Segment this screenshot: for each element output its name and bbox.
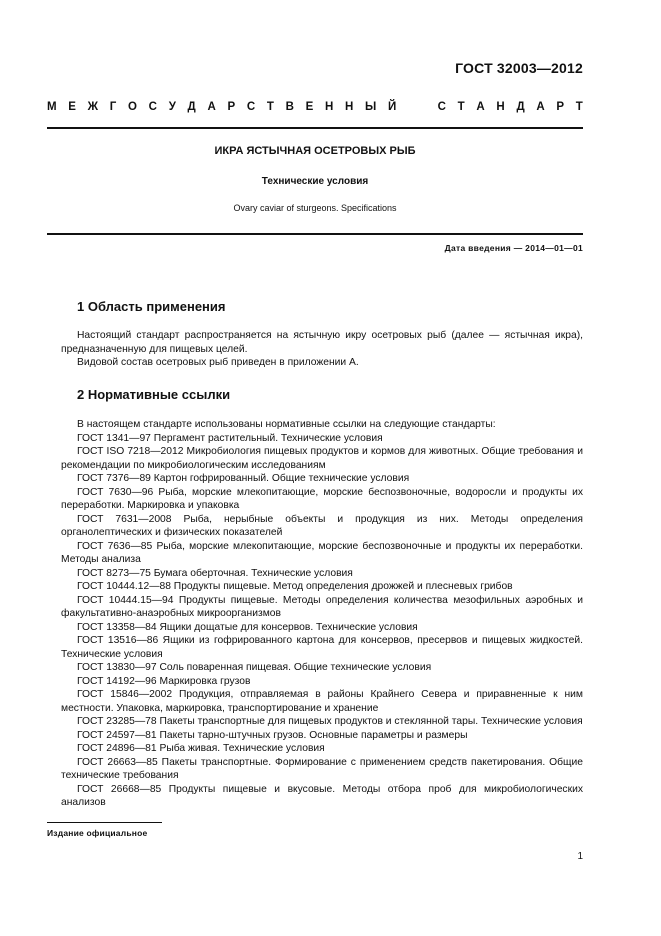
reference-item: ГОСТ 1341—97 Пергамент растительный. Технические условия bbox=[77, 432, 383, 444]
banner-letter: А bbox=[476, 101, 485, 113]
banner-letter: Н bbox=[324, 101, 334, 113]
reference-item: ГОСТ 26668—85 Продукты пищевые и вкусовые. Методы отбора проб для микробиологических анализов bbox=[61, 783, 583, 808]
reference-item: ГОСТ ISO 7218—2012 Микробиология пищевых продуктов и кормов для животных. Общие требования и рекомендации по микробиологическим исследованиям bbox=[61, 446, 583, 471]
banner-letter: Т bbox=[575, 101, 583, 113]
banner-letter: М bbox=[47, 101, 57, 113]
banner-letter: Й bbox=[387, 101, 397, 113]
header-rule bbox=[47, 127, 583, 129]
standard-title: ИКРА ЯСТЫЧНАЯ ОСЕТРОВЫХ РЫБ bbox=[214, 145, 416, 157]
reference-item: ГОСТ 15846—2002 Продукция, отправляемая в районы Крайнего Севера и приравненные к ним местности. Упаковка, маркировка, транспортирование и хранение bbox=[61, 689, 583, 714]
banner-letter: Т bbox=[457, 101, 465, 113]
reference-item: ГОСТ 24597—81 Пакеты тарно-штучных грузов. Основные параметры и размеры bbox=[77, 729, 468, 741]
paragraph: В настоящем стандарте использованы нормативные ссылки на следующие стандарты: bbox=[77, 419, 496, 430]
introduction-date: Дата введения — 2014—01—01 bbox=[444, 243, 583, 253]
reference-item: ГОСТ 10444.15—94 Продукты пищевые. Методы определения количества мезофильных аэробных и факультативно-анаэробных микроорганизмов bbox=[61, 594, 583, 619]
banner-letter: Р bbox=[556, 101, 565, 113]
section-2-body bbox=[61, 418, 583, 810]
reference-item: ГОСТ 7376—89 Картон гофрированный. Общие технические условия bbox=[77, 473, 410, 484]
section-2-heading: 2 Нормативные ссылки bbox=[77, 387, 231, 402]
banner-letter: Ы bbox=[365, 101, 377, 113]
section-1-heading: 1 Область применения bbox=[77, 299, 226, 314]
standard-english-title: Ovary caviar of sturgeons. Specifications bbox=[233, 203, 397, 213]
banner-gap bbox=[408, 101, 426, 113]
interstate-standard-banner bbox=[47, 101, 583, 113]
reference-item: ГОСТ 7636—85 Рыба, морские млекопитающие, морские беспозвоночные и продукты их переработки. Методы анализа bbox=[61, 540, 583, 565]
banner-letter: У bbox=[168, 101, 176, 113]
reference-item: ГОСТ 8273—75 Бумага оберточная. Технические условия bbox=[77, 567, 353, 579]
section-1-body bbox=[61, 329, 583, 370]
reference-item: ГОСТ 13830—97 Соль поваренная пищевая. Общие технические условия bbox=[77, 662, 432, 673]
banner-letter: Д bbox=[516, 101, 525, 113]
banner-letter: Г bbox=[109, 101, 117, 113]
banner-letter: С bbox=[148, 101, 157, 113]
banner-letter: С bbox=[437, 101, 446, 113]
banner-letter: Е bbox=[305, 101, 314, 113]
reference-item: ГОСТ 10444.12—88 Продукты пищевые. Метод определения дрожжей и плесневых грибов bbox=[77, 581, 513, 592]
banner-letter: О bbox=[128, 101, 137, 113]
banner-letter: Р bbox=[227, 101, 236, 113]
title-rule bbox=[47, 233, 583, 235]
reference-item: ГОСТ 7631—2008 Рыба, нерыбные объекты и продукция из них. Методы определения органолептических и физических показателей bbox=[61, 513, 583, 538]
standard-subtitle: Технические условия bbox=[261, 176, 369, 187]
banner-letter: А bbox=[536, 101, 545, 113]
banner-letter: Н bbox=[345, 101, 354, 113]
reference-item: ГОСТ 23285—78 Пакеты транспортные для пищевых продуктов и стеклянной тары. Технические условия bbox=[77, 716, 583, 727]
banner-letter: Е bbox=[68, 101, 76, 113]
paragraph: Настоящий стандарт распространяется на ястычную икру осетровых рыб (далее — ястычная икра), предназначенную для пищевых целей. bbox=[61, 330, 583, 355]
reference-item: ГОСТ 7630—96 Рыба, морские млекопитающие, морские беспозвоночные, водоросли и продукты их переработки. Маркировка и упаковка bbox=[61, 486, 583, 511]
reference-item: ГОСТ 14192—96 Маркировка грузов bbox=[77, 675, 251, 687]
footer-rule bbox=[47, 822, 162, 823]
reference-item: ГОСТ 13358—84 Ящики дощатые для консервов. Технические условия bbox=[77, 621, 418, 633]
reference-item: ГОСТ 24896—81 Рыба живая. Технические условия bbox=[77, 743, 325, 754]
banner-letter: С bbox=[246, 101, 256, 113]
document-number: ГОСТ 32003—2012 bbox=[455, 60, 583, 76]
banner-letter: В bbox=[285, 101, 294, 113]
reference-item: ГОСТ 26663—85 Пакеты транспортные. Формирование с применением средств пакетирования. Общие технические требования bbox=[61, 756, 583, 781]
official-edition-label: Издание официальное bbox=[47, 828, 148, 838]
reference-item: ГОСТ 13516—86 Ящики из гофрированного картона для консервов, пресервов и пищевых жидкостей. Технические условия bbox=[61, 635, 583, 660]
banner-letter: А bbox=[207, 101, 216, 113]
page-number: 1 bbox=[577, 851, 583, 862]
banner-letter: Н bbox=[496, 101, 505, 113]
banner-letter: Д bbox=[187, 101, 196, 113]
paragraph: Видовой состав осетровых рыб приведен в приложении А. bbox=[77, 357, 359, 368]
banner-letter: Т bbox=[266, 101, 274, 113]
banner-letter: Ж bbox=[87, 101, 99, 113]
